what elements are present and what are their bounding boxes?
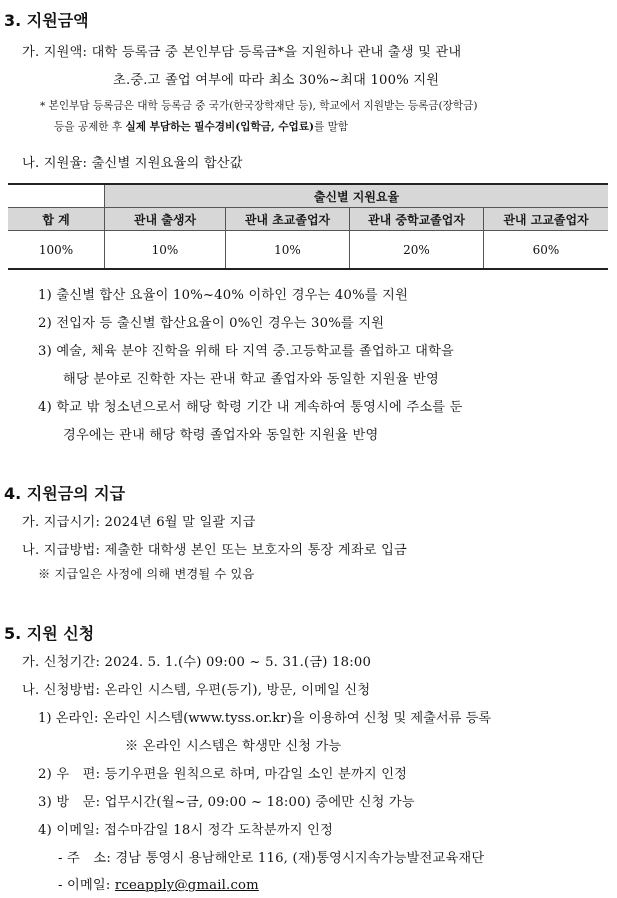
list-item: 해당 분야로 진학한 자는 관내 학교 졸업자와 동일한 지원율 반영 — [63, 372, 439, 387]
email-label: - 이메일: — [58, 878, 115, 893]
table-header: 관내 고교졸업자 — [484, 208, 609, 231]
list-item: 4) 이메일: 접수마감일 18시 정각 도착분까지 인정 — [38, 823, 334, 838]
footnote-line-2 — [54, 119, 348, 134]
payment-method-line: 나. 지급방법: 제출한 대학생 본인 또는 보호자의 통장 계좌로 입금 — [22, 543, 407, 558]
list-item: 1) 출신별 합산 요율이 10%~40% 이하인 경우는 40%를 지원 — [38, 288, 409, 303]
list-item: 2) 우 편: 등기우편을 원칙으로 하며, 마감일 소인 분까지 인정 — [38, 767, 408, 782]
amount-line-2: 초.중.고 졸업 여부에 따라 최소 30%~최대 100% 지원 — [113, 73, 440, 88]
section-title: 4. 지원금의 지급 — [4, 484, 126, 503]
rate-table — [8, 183, 608, 270]
table-header: 관내 초교졸업자 — [226, 208, 350, 231]
method-line: 나. 신청방법: 온라인 시스템, 우편(등기), 방문, 이메일 신청 — [22, 683, 371, 698]
table-header-row — [8, 208, 608, 231]
list-item: 3) 예술, 체육 분야 진학을 위해 타 지역 중.고등학교를 졸업하고 대학을 — [38, 344, 454, 359]
list-item: 1) 온라인: 온라인 시스템(www.tyss.or.kr)을 이용하여 신청 및 제출서류 등록 — [38, 711, 492, 726]
table-header-blank — [8, 184, 105, 208]
rate-line: 나. 지원율: 출신별 지원요율의 합산값 — [22, 156, 243, 171]
footnote-text-a: 등을 공제한 후 — [54, 121, 126, 133]
list-item: 3) 방 문: 업무시간(월~금, 09:00 ~ 18:00) 중에만 신청 가능 — [38, 795, 415, 810]
table-row — [8, 231, 608, 270]
page-title: 3. 지원금액 — [4, 11, 89, 30]
period-line: 가. 신청기간: 2024. 5. 1.(수) 09:00 ~ 5. 31.(금) 18:00 — [22, 655, 372, 670]
table-group-header-row — [8, 184, 608, 208]
table-cell: 10% — [226, 231, 350, 270]
table-group-header: 출신별 지원요율 — [105, 184, 609, 208]
table-cell: 10% — [105, 231, 226, 270]
footnote-line-1: * 본인부담 등록금은 대학 등록금 중 국가(한국장학재단 등), 학교에서 지원받는 등록금(장학금) — [40, 100, 478, 112]
payment-time-line: 가. 지급시기: 2024년 6월 말 일괄 지급 — [22, 515, 256, 530]
payment-note: ※ 지급일은 사정에 의해 변경될 수 있음 — [38, 567, 255, 581]
footnote-text-c: 를 말함 — [314, 121, 349, 133]
table-cell: 20% — [350, 231, 484, 270]
amount-line-1: 가. 지원액: 대학 등록금 중 본인부담 등록금*을 지원하나 관내 출생 및 관내 — [22, 45, 462, 60]
list-item: 2) 전입자 등 출신별 합산요율이 0%인 경우는 30%를 지원 — [38, 316, 385, 331]
table-header: 관내 출생자 — [105, 208, 226, 231]
table-header: 관내 중학교졸업자 — [350, 208, 484, 231]
table-cell: 100% — [8, 231, 105, 270]
email-line — [58, 874, 259, 893]
footnote-text-bold: 실제 부담하는 필수경비(입학금, 수업료) — [125, 121, 315, 133]
email-link[interactable]: rceapply@gmail.com — [114, 878, 259, 893]
table-cell: 60% — [484, 231, 609, 270]
table-header: 합 계 — [8, 208, 105, 231]
section-title: 5. 지원 신청 — [4, 624, 95, 643]
list-item: ※ 온라인 시스템은 학생만 신청 가능 — [125, 739, 342, 754]
list-item: 경우에는 관내 해당 학령 졸업자와 동일한 지원율 반영 — [63, 428, 379, 443]
list-item: 4) 학교 밖 청소년으로서 해당 학령 기간 내 계속하여 통영시에 주소를 둔 — [38, 400, 463, 415]
address-line: - 주 소: 경남 통영시 용남해안로 116, (재)통영시지속가능발전교육재단 — [58, 851, 485, 866]
